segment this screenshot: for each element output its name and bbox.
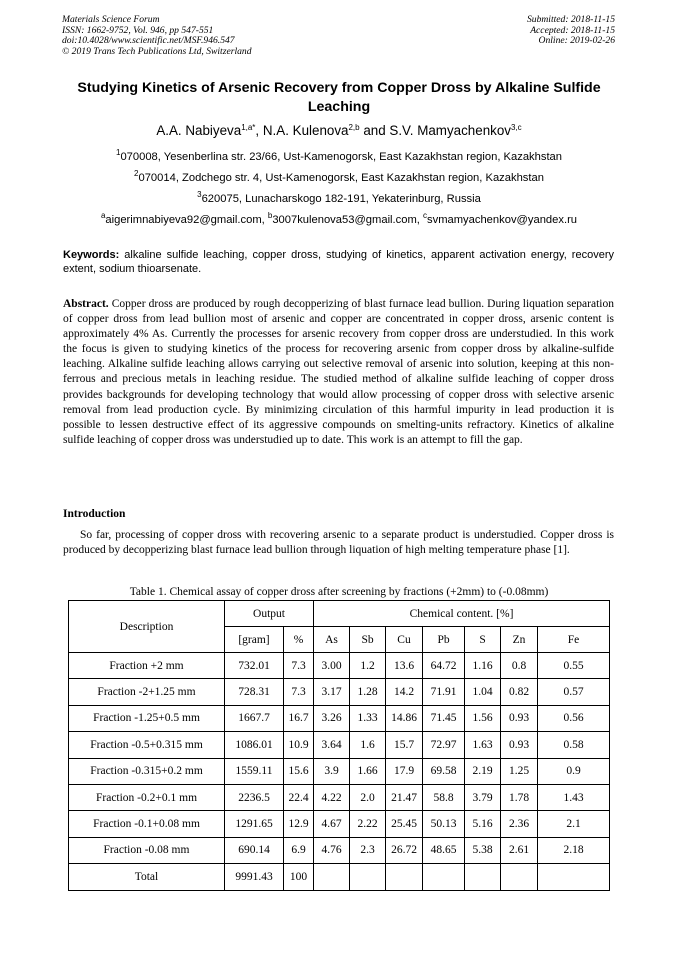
author-name: A.A. Nabiyeva: [156, 123, 242, 138]
table-cell: 12.9: [284, 811, 314, 837]
table-row: [69, 732, 610, 758]
table-row: [69, 679, 610, 705]
author-sup: 3,c: [510, 123, 522, 132]
table-cell: 15.7: [386, 732, 423, 758]
affiliation-2: [40, 171, 638, 185]
table-cell: 3.26: [314, 705, 350, 731]
journal-copyright: © 2019 Trans Tech Publications Ltd, Switzerland: [62, 45, 252, 57]
fraction-label-cell: Fraction -1.25+0.5 mm: [69, 705, 225, 731]
fraction-label-cell: Fraction -0.1+0.08 mm: [69, 811, 225, 837]
table-cell: [465, 864, 501, 890]
header-chemical: Chemical content. [%]: [314, 601, 610, 627]
table-cell: 2236.5: [225, 784, 284, 810]
table-cell: 1291.65: [225, 811, 284, 837]
table-cell: 1.33: [350, 705, 386, 731]
table-row: [69, 784, 610, 810]
table-cell: 1.25: [501, 758, 538, 784]
abstract-label: Abstract.: [63, 298, 109, 310]
table-cell: 728.31: [225, 679, 284, 705]
introduction-heading: Introduction: [63, 508, 126, 520]
submitted-date: Submitted: 2018-11-15: [526, 14, 615, 25]
accepted-date: Accepted: 2018-11-15: [530, 24, 615, 36]
introduction-text: So far, processing of copper dross with recovering arsenic to a separate product is understudied. Copper dross is produced by decopperizing blast furnace lead bullion through liquation of high melting temperature phase [1].: [63, 529, 614, 557]
table-cell: 1.2: [350, 653, 386, 679]
subheader-cell: Cu: [386, 627, 423, 653]
table-cell: [538, 864, 610, 890]
table-cell: 0.82: [501, 679, 538, 705]
table-cell: [501, 864, 538, 890]
table-cell: 72.97: [423, 732, 465, 758]
table-cell: 1086.01: [225, 732, 284, 758]
email-link[interactable]: svmamyachenkov@yandex.ru: [427, 214, 578, 226]
table-cell: 2.3: [350, 837, 386, 863]
email-line: [40, 213, 638, 227]
author-sup: 2,b: [348, 123, 360, 132]
header-description: Description: [69, 601, 225, 653]
table-cell: 2.18: [538, 837, 610, 863]
author-list: [40, 122, 638, 140]
table-cell: 0.55: [538, 653, 610, 679]
journal-header: [62, 15, 252, 57]
table-cell: 1667.7: [225, 705, 284, 731]
table-cell: 13.6: [386, 653, 423, 679]
subheader-cell: Fe: [538, 627, 610, 653]
table-cell: 64.72: [423, 653, 465, 679]
header-output: Output: [225, 601, 314, 627]
table-cell: 48.65: [423, 837, 465, 863]
table-cell: 26.72: [386, 837, 423, 863]
table-cell: 2.19: [465, 758, 501, 784]
table-cell: [423, 864, 465, 890]
paper-title: Studying Kinetics of Arsenic Recovery from Copper Dross by Alkaline Sulfide Leaching: [77, 80, 601, 115]
table-cell: 1.04: [465, 679, 501, 705]
fraction-label-cell: Fraction -0.315+0.2 mm: [69, 758, 225, 784]
submission-dates: [527, 15, 615, 47]
table-cell: 58.8: [423, 784, 465, 810]
table-caption: Table 1. Chemical assay of copper dross after screening by fractions (+2mm) to (-0.08mm): [129, 586, 549, 598]
table-cell: 71.91: [423, 679, 465, 705]
table-cell: 3.17: [314, 679, 350, 705]
affiliation-text: 070014, Zodchego str. 4, Ust-Kamenogorsk, East Kazakhstan region, Kazakhstan: [138, 172, 544, 184]
keywords-text: alkaline sulfide leaching, copper dross, studying of kinetics, apparent activation energy, recovery extent, sodium thioarsenate.: [63, 249, 614, 275]
table-cell: [314, 864, 350, 890]
table-header-row: [69, 601, 610, 627]
online-date: Online: 2019-02-26: [538, 35, 615, 47]
table-cell: 50.13: [423, 811, 465, 837]
affiliation-3: [40, 192, 638, 206]
table-cell: 1.63: [465, 732, 501, 758]
keywords-block: [63, 249, 614, 276]
table-cell: 22.4: [284, 784, 314, 810]
table-body: [69, 653, 610, 891]
table-cell: 4.67: [314, 811, 350, 837]
table-cell: 14.86: [386, 705, 423, 731]
affiliation-sup: 3: [197, 190, 202, 199]
table-cell: 3.00: [314, 653, 350, 679]
table-cell: 3.9: [314, 758, 350, 784]
abstract-text: Copper dross are produced by rough decopperizing of blast furnace lead bullion. During liquation separation of copper dross from lead bullion most of arsenic and copper are concentrated in copper dross, arsenic content is approximately 4% As. Currently the processes for arsenic recovery from copper dross are understudied. In this work the focus is given to studying kinetics of the process for recovering arsenic from copper dross by alkaline-sulfide leaching. Alkaline sulfide leaching allows carrying out selective removal of arsenic into solution, keeping at this non-ferrous and precious metals in leaching residue. The studied method of alkaline sulfide leaching of copper dross provides backgrounds for developing technology that would allow processing of copper dross with selective arsenic removal from lead production cycle. By minimizing circulation of this harmful impurity in lead production it is possible to lessen destructive effect of its aggressive compounds on smelting-units refractory. Kinetics of alkaline sulfide leaching of copper dross was understudied up to date. This work is an attempt to fill the gap.: [63, 298, 614, 446]
table-cell: 4.76: [314, 837, 350, 863]
table-cell: 0.56: [538, 705, 610, 731]
table-cell: 1.43: [538, 784, 610, 810]
table-cell: 21.47: [386, 784, 423, 810]
affiliation-sup: 1: [115, 148, 121, 157]
table-cell: [350, 864, 386, 890]
table-cell: 0.9: [538, 758, 610, 784]
table-cell: 100: [284, 864, 314, 890]
table-cell: 6.9: [284, 837, 314, 863]
email-link[interactable]: aigerimnabiyeva92@gmail.com,: [105, 214, 268, 226]
table-row: [69, 653, 610, 679]
table-cell: 15.6: [284, 758, 314, 784]
table-cell: 7.3: [284, 653, 314, 679]
subheader-cell: Sb: [350, 627, 386, 653]
subheader-cell: As: [314, 627, 350, 653]
table-cell: 2.1: [538, 811, 610, 837]
table-cell: 0.57: [538, 679, 610, 705]
author-separator: and: [359, 123, 390, 138]
table-cell: 25.45: [386, 811, 423, 837]
journal-issn: ISSN: 1662-9752, Vol. 946, pp 547-551: [62, 24, 214, 36]
table-row: [69, 705, 610, 731]
table-cell: 7.3: [284, 679, 314, 705]
subheader-cell: %: [284, 627, 314, 653]
table-cell: 1.16: [465, 653, 501, 679]
journal-name: Materials Science Forum: [62, 14, 160, 25]
author-separator: ,: [255, 123, 263, 138]
author-name: N.A. Kulenova: [262, 123, 349, 138]
journal-doi[interactable]: doi:10.4028/www.scientific.net/MSF.946.547: [62, 35, 235, 47]
author-sup: 1,a*: [241, 123, 256, 132]
table-cell: 732.01: [225, 653, 284, 679]
table-cell: 5.38: [465, 837, 501, 863]
abstract-block: [63, 297, 614, 448]
table-cell: 17.9: [386, 758, 423, 784]
fraction-label-cell: Fraction -0.08 mm: [69, 837, 225, 863]
affiliation-1: [40, 150, 638, 164]
email-sup: b: [267, 211, 273, 220]
table-cell: 2.61: [501, 837, 538, 863]
table-cell: 690.14: [225, 837, 284, 863]
table-cell: 71.45: [423, 705, 465, 731]
table-cell: 1.28: [350, 679, 386, 705]
table-row: [69, 864, 610, 890]
subheader-cell: Pb: [423, 627, 465, 653]
table-cell: 2.0: [350, 784, 386, 810]
table-cell: 1.56: [465, 705, 501, 731]
table-cell: 3.64: [314, 732, 350, 758]
fraction-label-cell: Fraction -0.5+0.315 mm: [69, 732, 225, 758]
fraction-label-cell: Total: [69, 864, 225, 890]
email-sup: c: [423, 211, 427, 220]
table-row: [69, 758, 610, 784]
table-cell: 69.58: [423, 758, 465, 784]
fraction-label-cell: Fraction +2 mm: [69, 653, 225, 679]
table-cell: 2.36: [501, 811, 538, 837]
table-cell: 5.16: [465, 811, 501, 837]
table-cell: 1.6: [350, 732, 386, 758]
email-sup: a: [100, 211, 106, 220]
table-cell: 2.22: [350, 811, 386, 837]
affiliation-text: 620075, Lunacharskogo 182-191, Yekaterinburg, Russia: [201, 193, 481, 205]
table-row: [69, 811, 610, 837]
affiliation-text: 070008, Yesenberlina str. 23/66, Ust-Kamenogorsk, East Kazakhstan region, Kazakhstan: [120, 151, 562, 163]
table-cell: [386, 864, 423, 890]
fraction-label-cell: Fraction -2+1.25 mm: [69, 679, 225, 705]
table-cell: 9991.43: [225, 864, 284, 890]
table-cell: 4.22: [314, 784, 350, 810]
table-cell: 3.79: [465, 784, 501, 810]
table-cell: 1.66: [350, 758, 386, 784]
subheader-cell: [gram]: [225, 627, 284, 653]
keywords-label: Keywords:: [63, 249, 120, 261]
email-link[interactable]: 3007kulenova53@gmail.com,: [272, 214, 423, 226]
table-cell: 1559.11: [225, 758, 284, 784]
table-cell: 0.93: [501, 705, 538, 731]
affiliation-sup: 2: [134, 169, 139, 178]
table-cell: 1.78: [501, 784, 538, 810]
table-cell: 14.2: [386, 679, 423, 705]
table-cell: 16.7: [284, 705, 314, 731]
table-cell: 0.8: [501, 653, 538, 679]
table-cell: 0.58: [538, 732, 610, 758]
subheader-cell: Zn: [501, 627, 538, 653]
subheader-cell: S: [465, 627, 501, 653]
author-name: S.V. Mamyachenkov: [389, 123, 511, 138]
fraction-label-cell: Fraction -0.2+0.1 mm: [69, 784, 225, 810]
table-cell: 0.93: [501, 732, 538, 758]
table-row: [69, 837, 610, 863]
chemical-assay-table: [68, 600, 610, 891]
table-cell: 10.9: [284, 732, 314, 758]
